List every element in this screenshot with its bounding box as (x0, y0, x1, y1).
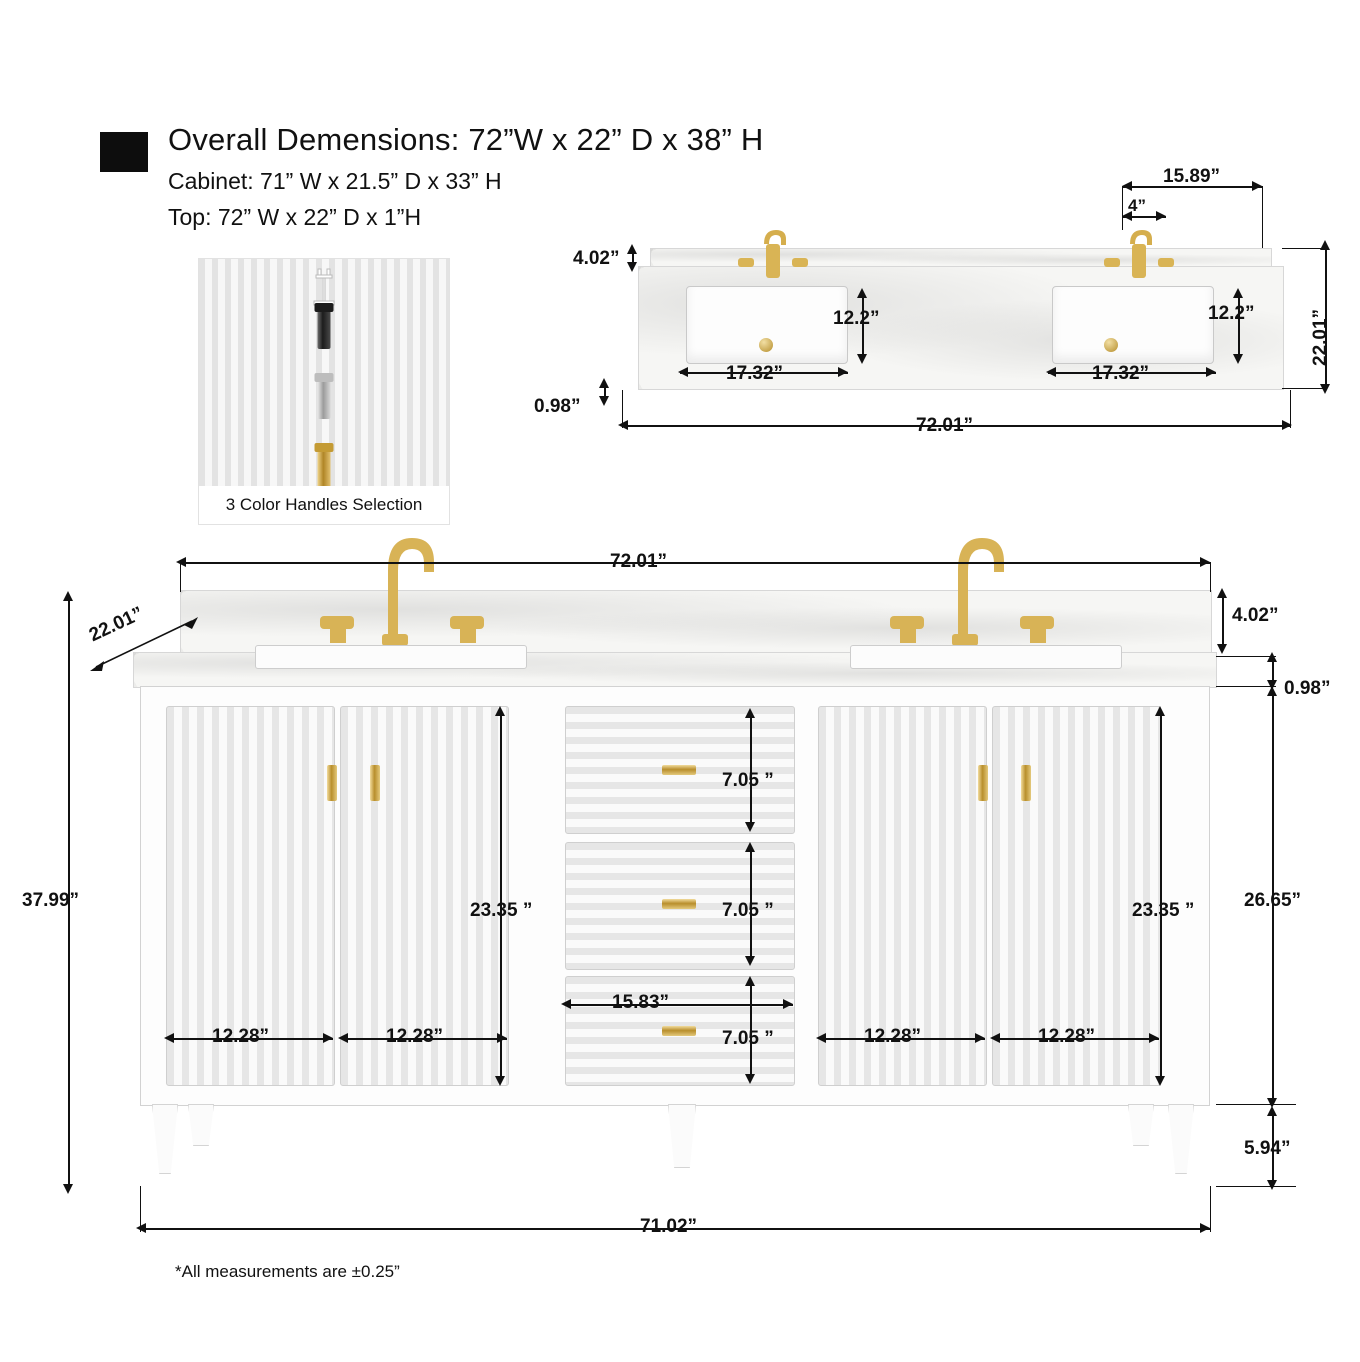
dim-text-door-width-2: 12.28” (386, 1026, 444, 1047)
dim-text-spread: 4” (1128, 196, 1146, 215)
dim-text-thickness-front: 0.98” (1284, 678, 1331, 699)
arrow-left (678, 367, 688, 377)
ext-line (1216, 1104, 1296, 1105)
arrow-right (323, 1033, 333, 1043)
dim-text-depth-top: 22.01” (1310, 308, 1331, 366)
dim-text-door-height-left: 23.35 ” (470, 900, 533, 921)
dim-text-backsplash-front: 4.02” (1232, 605, 1279, 626)
dim-text-sink-width-left: 17.32” (726, 363, 784, 384)
dim-text-top-width-front: 72.01” (610, 551, 668, 572)
dim-text-sink-depth-left: 12.2” (833, 308, 880, 329)
dim-text-door-width-3: 12.28” (864, 1026, 922, 1047)
pull-right-2[interactable] (1021, 765, 1031, 801)
arrow-right (497, 1033, 507, 1043)
faucet-icon (294, 265, 354, 307)
drain-right-top (1104, 338, 1118, 352)
leg-right (1168, 1104, 1194, 1174)
ext-line (140, 1186, 141, 1232)
arrow-down (1217, 644, 1227, 654)
ext-line (1262, 186, 1263, 248)
dim-text-drawer-h-1: 7.05 ” (722, 770, 774, 791)
dim-text-cabinet-width: 71.02” (640, 1216, 698, 1237)
arrow-left (338, 1033, 348, 1043)
sink-right-front (850, 645, 1122, 669)
arrow-right (1200, 1223, 1210, 1233)
arrow-up (745, 842, 755, 852)
cabinet-dimensions-text: Cabinet: 71” W x 21.5” D x 33” H (168, 168, 502, 194)
faucet-right-front-icon (880, 530, 1070, 650)
top-dimensions-text: Top: 72” W x 22” D x 1”H (168, 204, 422, 230)
footnote: *All measurements are ±0.25” (175, 1262, 400, 1281)
arrow-right (783, 999, 793, 1009)
arrow-down (599, 396, 609, 406)
arrow-down (627, 262, 637, 272)
arrow-up (627, 244, 637, 254)
ext-line (1210, 562, 1211, 592)
handle-options-panel (198, 258, 450, 525)
color-swatch (100, 132, 148, 172)
arrow-up (495, 706, 505, 716)
pull-left-1[interactable] (327, 765, 337, 801)
ext-line (1282, 388, 1327, 389)
dim-text-drawer-h-2: 7.05 ” (722, 900, 774, 921)
arrow-down (745, 1074, 755, 1084)
dim-line-2335-right (1160, 710, 1162, 1082)
arrow-left (1046, 367, 1056, 377)
dim-text-faucet-to-edge: 15.89” (1163, 166, 1221, 187)
pull-drawer-bottom[interactable] (662, 1026, 696, 1036)
dim-line-1583 (565, 1004, 793, 1006)
arrow-right (975, 1033, 985, 1043)
handle-panel-caption: 3 Color Handles Selection (199, 486, 449, 524)
arrow-right (1206, 367, 1216, 377)
ext-line (180, 562, 181, 592)
arrow-left (816, 1033, 826, 1043)
arrow-right (1200, 557, 1210, 567)
leg-right-inner (1128, 1104, 1154, 1146)
leg-left-inner (188, 1104, 214, 1146)
arrow-down (745, 956, 755, 966)
handle-black-cap (315, 303, 334, 312)
ext-line (1122, 186, 1123, 230)
dim-text-total-height: 37.99” (22, 890, 80, 911)
pull-drawer-middle[interactable] (662, 899, 696, 909)
dim-text-leg-height: 5.94” (1244, 1138, 1291, 1159)
leg-left (152, 1104, 178, 1174)
handle-option-gold[interactable] (318, 447, 331, 489)
arrow-up (745, 976, 755, 986)
sink-right-top (1052, 286, 1214, 364)
arrow-down (1233, 354, 1243, 364)
arrow-right (1156, 211, 1166, 221)
ext-line (1290, 390, 1291, 428)
dim-line-2335-left (500, 710, 502, 1082)
dim-text-depth-front: 22.01” (86, 602, 147, 647)
arrow-up (745, 708, 755, 718)
dim-text-width-top: 72.01” (916, 415, 974, 436)
handle-gold-cap (315, 443, 334, 452)
arrow-down (745, 822, 755, 832)
faucet-right-top-icon (1092, 228, 1182, 286)
arrow-down (1155, 1076, 1165, 1086)
ext-line (1210, 1186, 1211, 1232)
arrow-down (63, 1184, 73, 1194)
arrow-up (857, 288, 867, 298)
dim-text-cabinet-height: 26.65” (1244, 890, 1302, 911)
drain-left-top (759, 338, 773, 352)
sink-left-front (255, 645, 527, 669)
ext-line (622, 390, 623, 428)
leg-center (668, 1104, 696, 1168)
handle-chrome-cap (315, 373, 334, 382)
arrow-up (599, 378, 609, 388)
arrow-down (495, 1076, 505, 1086)
arrow-up (1233, 288, 1243, 298)
pull-drawer-top[interactable] (662, 765, 696, 775)
arrow-up (1267, 1106, 1277, 1116)
handle-option-chrome[interactable] (318, 377, 331, 419)
arrow-right (1149, 1033, 1159, 1043)
pull-right-1[interactable] (978, 765, 988, 801)
arrow-up (1267, 686, 1277, 696)
arrow-left (1122, 181, 1132, 191)
dim-text-sink-width-right: 17.32” (1092, 363, 1150, 384)
arrow-left (561, 999, 571, 1009)
handle-option-black[interactable] (318, 307, 331, 349)
ext-line (1282, 248, 1327, 249)
ext-line (1216, 1186, 1296, 1187)
arrow-up (1155, 706, 1165, 716)
arrow-down (1267, 1180, 1277, 1190)
faucet-left-top-icon (726, 228, 816, 286)
sink-left-top (686, 286, 848, 364)
dim-line-7201-front (180, 562, 1210, 564)
dim-text-sink-depth-right: 12.2” (1208, 303, 1255, 324)
dim-text-drawer-h-3: 7.05 ” (722, 1028, 774, 1049)
dim-text-door-width-4: 12.28” (1038, 1026, 1096, 1047)
dim-text-backsplash-top: 4.02” (573, 248, 620, 269)
ext-line (1216, 656, 1276, 657)
arrow-up (1217, 588, 1227, 598)
arrow-left (164, 1033, 174, 1043)
arrow-right (838, 367, 848, 377)
faucet-left-front-icon (310, 530, 500, 650)
dim-text-thickness-top: 0.98” (534, 396, 581, 417)
dim-text-drawer-width: 15.83” (612, 992, 670, 1013)
arrow-left (990, 1033, 1000, 1043)
dim-text-door-height-right: 23.35 ” (1132, 900, 1195, 921)
dim-line-402-front (1222, 592, 1224, 650)
dim-text-door-width-1: 12.28” (212, 1026, 270, 1047)
arrow-down (857, 354, 867, 364)
arrow-right (1252, 181, 1262, 191)
page-title: Overall Demensions: 72”W x 22” D x 38” H (168, 122, 764, 157)
arrow-up (63, 591, 73, 601)
pull-left-2[interactable] (370, 765, 380, 801)
